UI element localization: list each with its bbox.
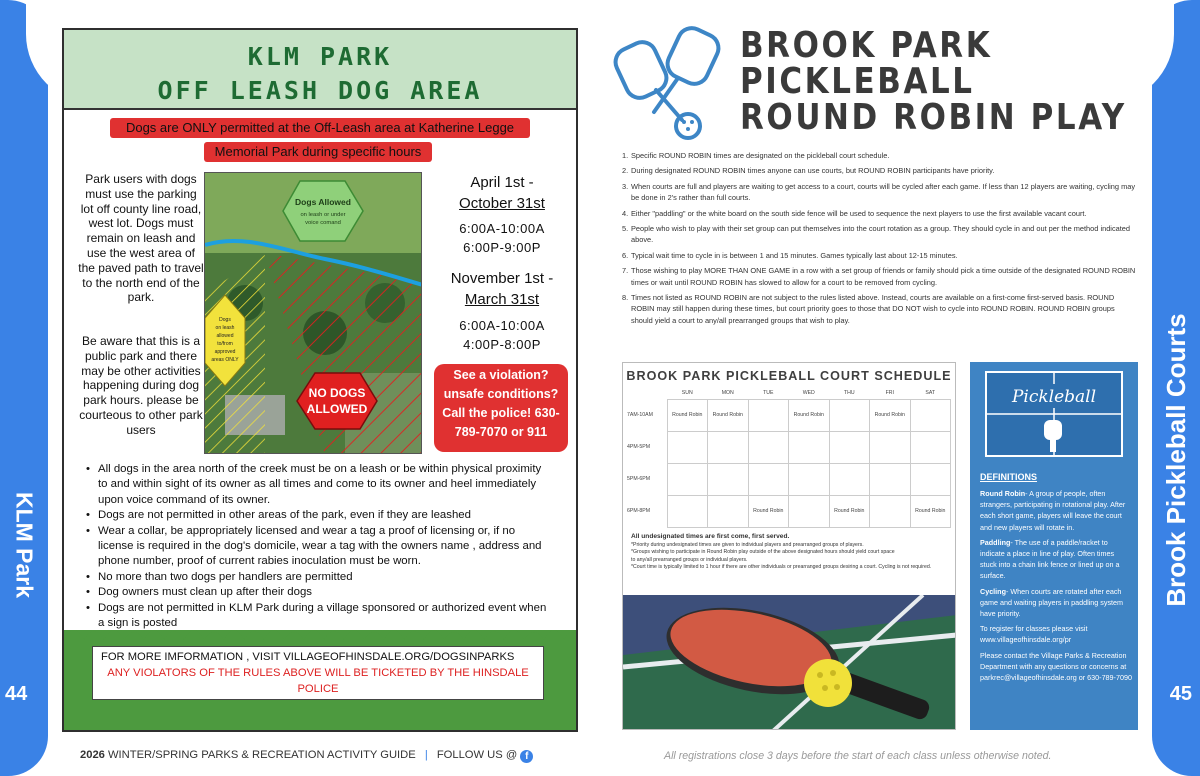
schedule-cell xyxy=(789,463,830,495)
schedule-title: BROOK PARK PICKLEBALL COURT SCHEDULE xyxy=(626,369,952,383)
pickleball-logo-text: Pickleball xyxy=(1011,387,1097,407)
dogs-allowed-sub2: voice comand xyxy=(305,220,341,226)
day-header: TUE xyxy=(763,389,774,396)
definition-round-robin: Round Robin- A group of people, often strangers, participating in rotational play. After each short game, players will leave the court and new players will rotate in. xyxy=(980,489,1126,532)
time-label: 6PM-8PM xyxy=(627,508,651,514)
season1-time2: 6:00P-9:00P xyxy=(463,240,541,255)
schedule-cell xyxy=(748,431,789,463)
schedule-cell xyxy=(748,399,789,431)
schedule-note: *Priority during undesignated times are given to individual players and prearranged groups of players. xyxy=(631,542,864,549)
leash-note-line: allowed xyxy=(216,333,234,339)
more-info-text: FOR MORE IMFORMATION , VISIT VILLAGEOFHINSDALE.ORG/DOGSINPARKS xyxy=(101,651,515,663)
schedule-note-lead: All undesignated times are first come, first served. xyxy=(631,533,790,540)
definitions-heading: DEFINITIONS xyxy=(980,472,1038,482)
schedule-cell: Round Robin xyxy=(708,399,749,431)
rule-item: • No more than two dogs per handlers are permitted xyxy=(82,570,550,585)
schedule-cell: Round Robin xyxy=(870,399,911,431)
time-label: 5PM-6PM xyxy=(627,476,651,482)
footer-separator: | xyxy=(424,749,428,761)
round-robin-rule: 5. People who wish to play with their set group can put themselves into the court rotation as a group. They should cycle in and out per the method indicated above. xyxy=(622,224,1131,245)
season2-block xyxy=(432,268,572,354)
schedule-cell xyxy=(910,463,951,495)
hours-banner-line2: Memorial Park during specific hours xyxy=(204,142,432,162)
pickleball-paddles-icon xyxy=(612,22,732,142)
schedule-note: *Groups wishing to participate in Round Robin play outside of the above designated hours should yield court space xyxy=(631,549,895,556)
season1-start: April 1st - xyxy=(470,174,534,191)
facebook-icon[interactable]: f xyxy=(520,750,533,763)
schedule-cell xyxy=(708,463,749,495)
schedule-note: to any/all prearranged groups or individual players. xyxy=(631,556,748,563)
klm-dog-area-flyer xyxy=(62,28,578,732)
schedule-row xyxy=(627,463,951,495)
rule-item: • Dog owners must clean up after their dogs xyxy=(82,585,550,600)
schedule-row xyxy=(627,399,951,431)
season1-time1: 6:00A-10:00A xyxy=(459,221,545,236)
leash-note-line: Dogs xyxy=(219,317,231,323)
dog-rules-list xyxy=(82,462,550,631)
footer-guide-title: WINTER/SPRING PARKS & RECREATION ACTIVITY GUIDE xyxy=(108,749,416,761)
round-robin-rule: 3. When courts are full and players are waiting to get access to a court, courts will be cycled after each game. If less than 12 players are waiting, cycling may be done in 2's rather than full courts. xyxy=(622,181,1136,203)
violation-callout xyxy=(434,364,568,452)
definition-cycling: Cycling- When courts are rotated after each game and waiting players in paddling system have priority. xyxy=(980,586,1124,619)
schedule-cell xyxy=(789,495,830,527)
schedule-cell xyxy=(829,431,870,463)
schedule-cell xyxy=(870,463,911,495)
schedule-cell xyxy=(910,431,951,463)
schedule-cell: Round Robin xyxy=(789,399,830,431)
left-page-number: 44 xyxy=(5,683,28,705)
no-dogs-badge xyxy=(297,373,377,429)
flyer-title-line1: KLM PARK xyxy=(247,42,393,71)
footer-guide xyxy=(80,749,533,763)
day-header: WED xyxy=(802,389,815,396)
leash-note-line: on leash xyxy=(215,325,235,331)
round-robin-rule: 7. Those wishing to play MORE THAN ONE GAME in a row with a set group of friends or family should pick a time outside of the designated ROUND ROBIN times or wait until ROUND ROBIN has slowed to allow for a court to be removed from cycling. xyxy=(622,266,1136,287)
violation-line1: See a violation? xyxy=(453,368,549,382)
violation-line3: Call the police! 630- xyxy=(442,406,560,420)
day-header: SAT xyxy=(925,389,936,396)
round-robin-rule: 1. Specific ROUND ROBIN times are designated on the pickleball court schedule. xyxy=(622,151,890,160)
dogs-allowed-badge xyxy=(283,181,363,241)
leash-note-line: approved xyxy=(214,349,236,355)
schedule-cell xyxy=(789,431,830,463)
dogs-allowed-title: Dogs Allowed xyxy=(295,197,351,207)
schedule-cell: Round Robin xyxy=(829,495,870,527)
aware-text: Be aware that this is a public park and there may be other activities happening during dog park hours. please be courteous to other park users xyxy=(79,334,203,437)
hours-banner-line1: Dogs are ONLY permitted at the Off-Leash area at Katherine Legge xyxy=(110,118,530,138)
season1-block xyxy=(432,172,572,257)
schedule-row xyxy=(627,431,951,463)
time-label: 7AM-10AM xyxy=(627,412,653,418)
schedule-cell xyxy=(748,463,789,495)
rule-item: • All dogs in the area north of the creek must be on a leash or be within physical proximity to and within sight of its owner as all times and come to its owner and heel immediately upon voice command of its owner. xyxy=(82,462,550,508)
paddle-ball-photo xyxy=(623,595,956,730)
rule-item: • Dogs are not permitted in other areas of the park, even if they are leashed xyxy=(82,508,550,523)
schedule-table xyxy=(627,387,951,528)
schedule-notes xyxy=(631,533,951,571)
schedule-cell xyxy=(708,495,749,527)
right-side-label: Brook Pickleball Courts xyxy=(1160,313,1191,607)
schedule-cell xyxy=(829,399,870,431)
flyer-header xyxy=(64,30,576,110)
round-robin-rule: 4. Either "paddling" or the white board on the south side fence will be used to sequence the next players to use the first available vacant court. xyxy=(622,208,1087,218)
schedule-cell xyxy=(667,431,708,463)
court-schedule xyxy=(622,362,956,730)
day-header: FRI xyxy=(885,389,894,396)
round-robin-rules xyxy=(622,150,1138,330)
schedule-cell: Round Robin xyxy=(748,495,789,527)
violation-line4: 789-7070 or 911 xyxy=(454,425,548,439)
schedule-cell xyxy=(708,431,749,463)
more-info-box xyxy=(92,646,544,700)
day-header: MON xyxy=(721,389,734,396)
footer-year: 2026 xyxy=(80,749,105,761)
left-side-label: KLM Park xyxy=(11,491,38,599)
schedule-cell: Round Robin xyxy=(667,399,708,431)
round-robin-rule: 8. Times not listed as ROUND ROBIN are not subject to the rules listed above. Instead, courts are available on a first-come first-served basis. ROUND ROBIN may still happen during these times, but court priority goes to those that DO NOT wish to cycle into ROUND ROBIN. ROUND ROBIN groups should yield a court to any/all prearranged groups that wish to play. xyxy=(622,293,1115,325)
park-users-text: Park users with dogs must use the parking lot off county line road, west lot. Dogs must remain on leash and use the west area of the paved path to travel to the north end of the park. xyxy=(78,172,204,305)
pickleball-title xyxy=(740,25,1127,138)
schedule-note: *Court time is typically limited to 1 hour if there are other individuals or prearranged groups desiring a court. Cycling is not required. xyxy=(631,563,932,570)
schedule-row xyxy=(627,495,951,527)
pickleball-court-logo xyxy=(978,362,1130,462)
round-robin-rule: 6. Typical wait time to cycle in is between 1 and 15 minutes. Games typically last about 12-15 minutes. xyxy=(622,250,958,260)
pickleball-title-line3: ROUND ROBIN PLAY xyxy=(740,97,1127,138)
right-page-number: 45 xyxy=(1169,683,1192,705)
definitions-panel xyxy=(970,362,1138,730)
schedule-cell xyxy=(870,495,911,527)
leash-note-line: areas ONLY xyxy=(211,357,239,363)
leash-note-line: to/from xyxy=(217,341,233,347)
footer-disclaimer: All registrations close 3 days before the start of each class unless otherwise noted. xyxy=(664,750,1052,762)
flyer-title-line2: OFF LEASH DOG AREA xyxy=(157,76,483,105)
rule-item: • Dogs are not permitted in KLM Park during a village sponsored or authorized event when a sign is posted xyxy=(82,601,550,632)
season2-end: March 31st xyxy=(464,291,540,308)
schedule-cell xyxy=(910,399,951,431)
rule-item: • Wear a collar, be appropriately licensed and wear a tag a proof of licensing or, if no license is required in the dog's domicile, wear a tag with the owners name , address and phone number, proof of current rabies inoculation must be worn. xyxy=(82,524,550,570)
day-header: SUN xyxy=(681,389,693,396)
season1-end: October 31st xyxy=(459,195,545,212)
schedule-cell xyxy=(667,463,708,495)
no-dogs-line1: NO DOGS xyxy=(308,386,366,400)
footer-follow: FOLLOW US @ xyxy=(436,749,518,761)
season2-time2: 4:00P-8:00P xyxy=(463,337,541,352)
season2-time1: 6:00A-10:00A xyxy=(459,318,545,333)
definitions-body xyxy=(980,488,1132,687)
register-text: To register for classes please visit www.villageofhinsdale.org/pr xyxy=(980,624,1088,645)
schedule-cell xyxy=(829,463,870,495)
left-side-tab xyxy=(0,0,48,776)
round-robin-rule: 2. During designated ROUND ROBIN times anyone can use courts, but ROUND ROBIN participants have priority. xyxy=(622,166,995,176)
no-dogs-line2: ALLOWED xyxy=(306,402,368,416)
day-header: THU xyxy=(843,389,855,396)
season2-start: November 1st - xyxy=(450,270,554,287)
dogs-allowed-sub1: on leash or under xyxy=(300,212,346,218)
time-label: 4PM-5PM xyxy=(627,444,651,450)
definition-paddling: Paddling- The use of a paddle/racket to indicate a place in line of play. Often times stuck into a chain link fence or lined up on a surface. xyxy=(980,537,1120,581)
violators-warning: ANY VIOLATORS OF THE RULES ABOVE WILL BE TICKETED BY THE HINSDALE POLICE xyxy=(107,667,529,695)
park-map xyxy=(204,172,422,454)
violation-line2: unsafe conditions? xyxy=(443,387,559,401)
schedule-cell xyxy=(870,431,911,463)
pickleball-title-line1: BROOK PARK xyxy=(740,25,993,66)
schedule-cell xyxy=(667,495,708,527)
pickleball-title-line2: PICKLEBALL xyxy=(740,61,975,102)
schedule-cell: Round Robin xyxy=(910,495,951,527)
contact-text: Please contact the Village Parks & Recreation Department with any questions or concerns at parkrec@villageofhinsdale.org or 630-789-7090 xyxy=(980,650,1132,683)
